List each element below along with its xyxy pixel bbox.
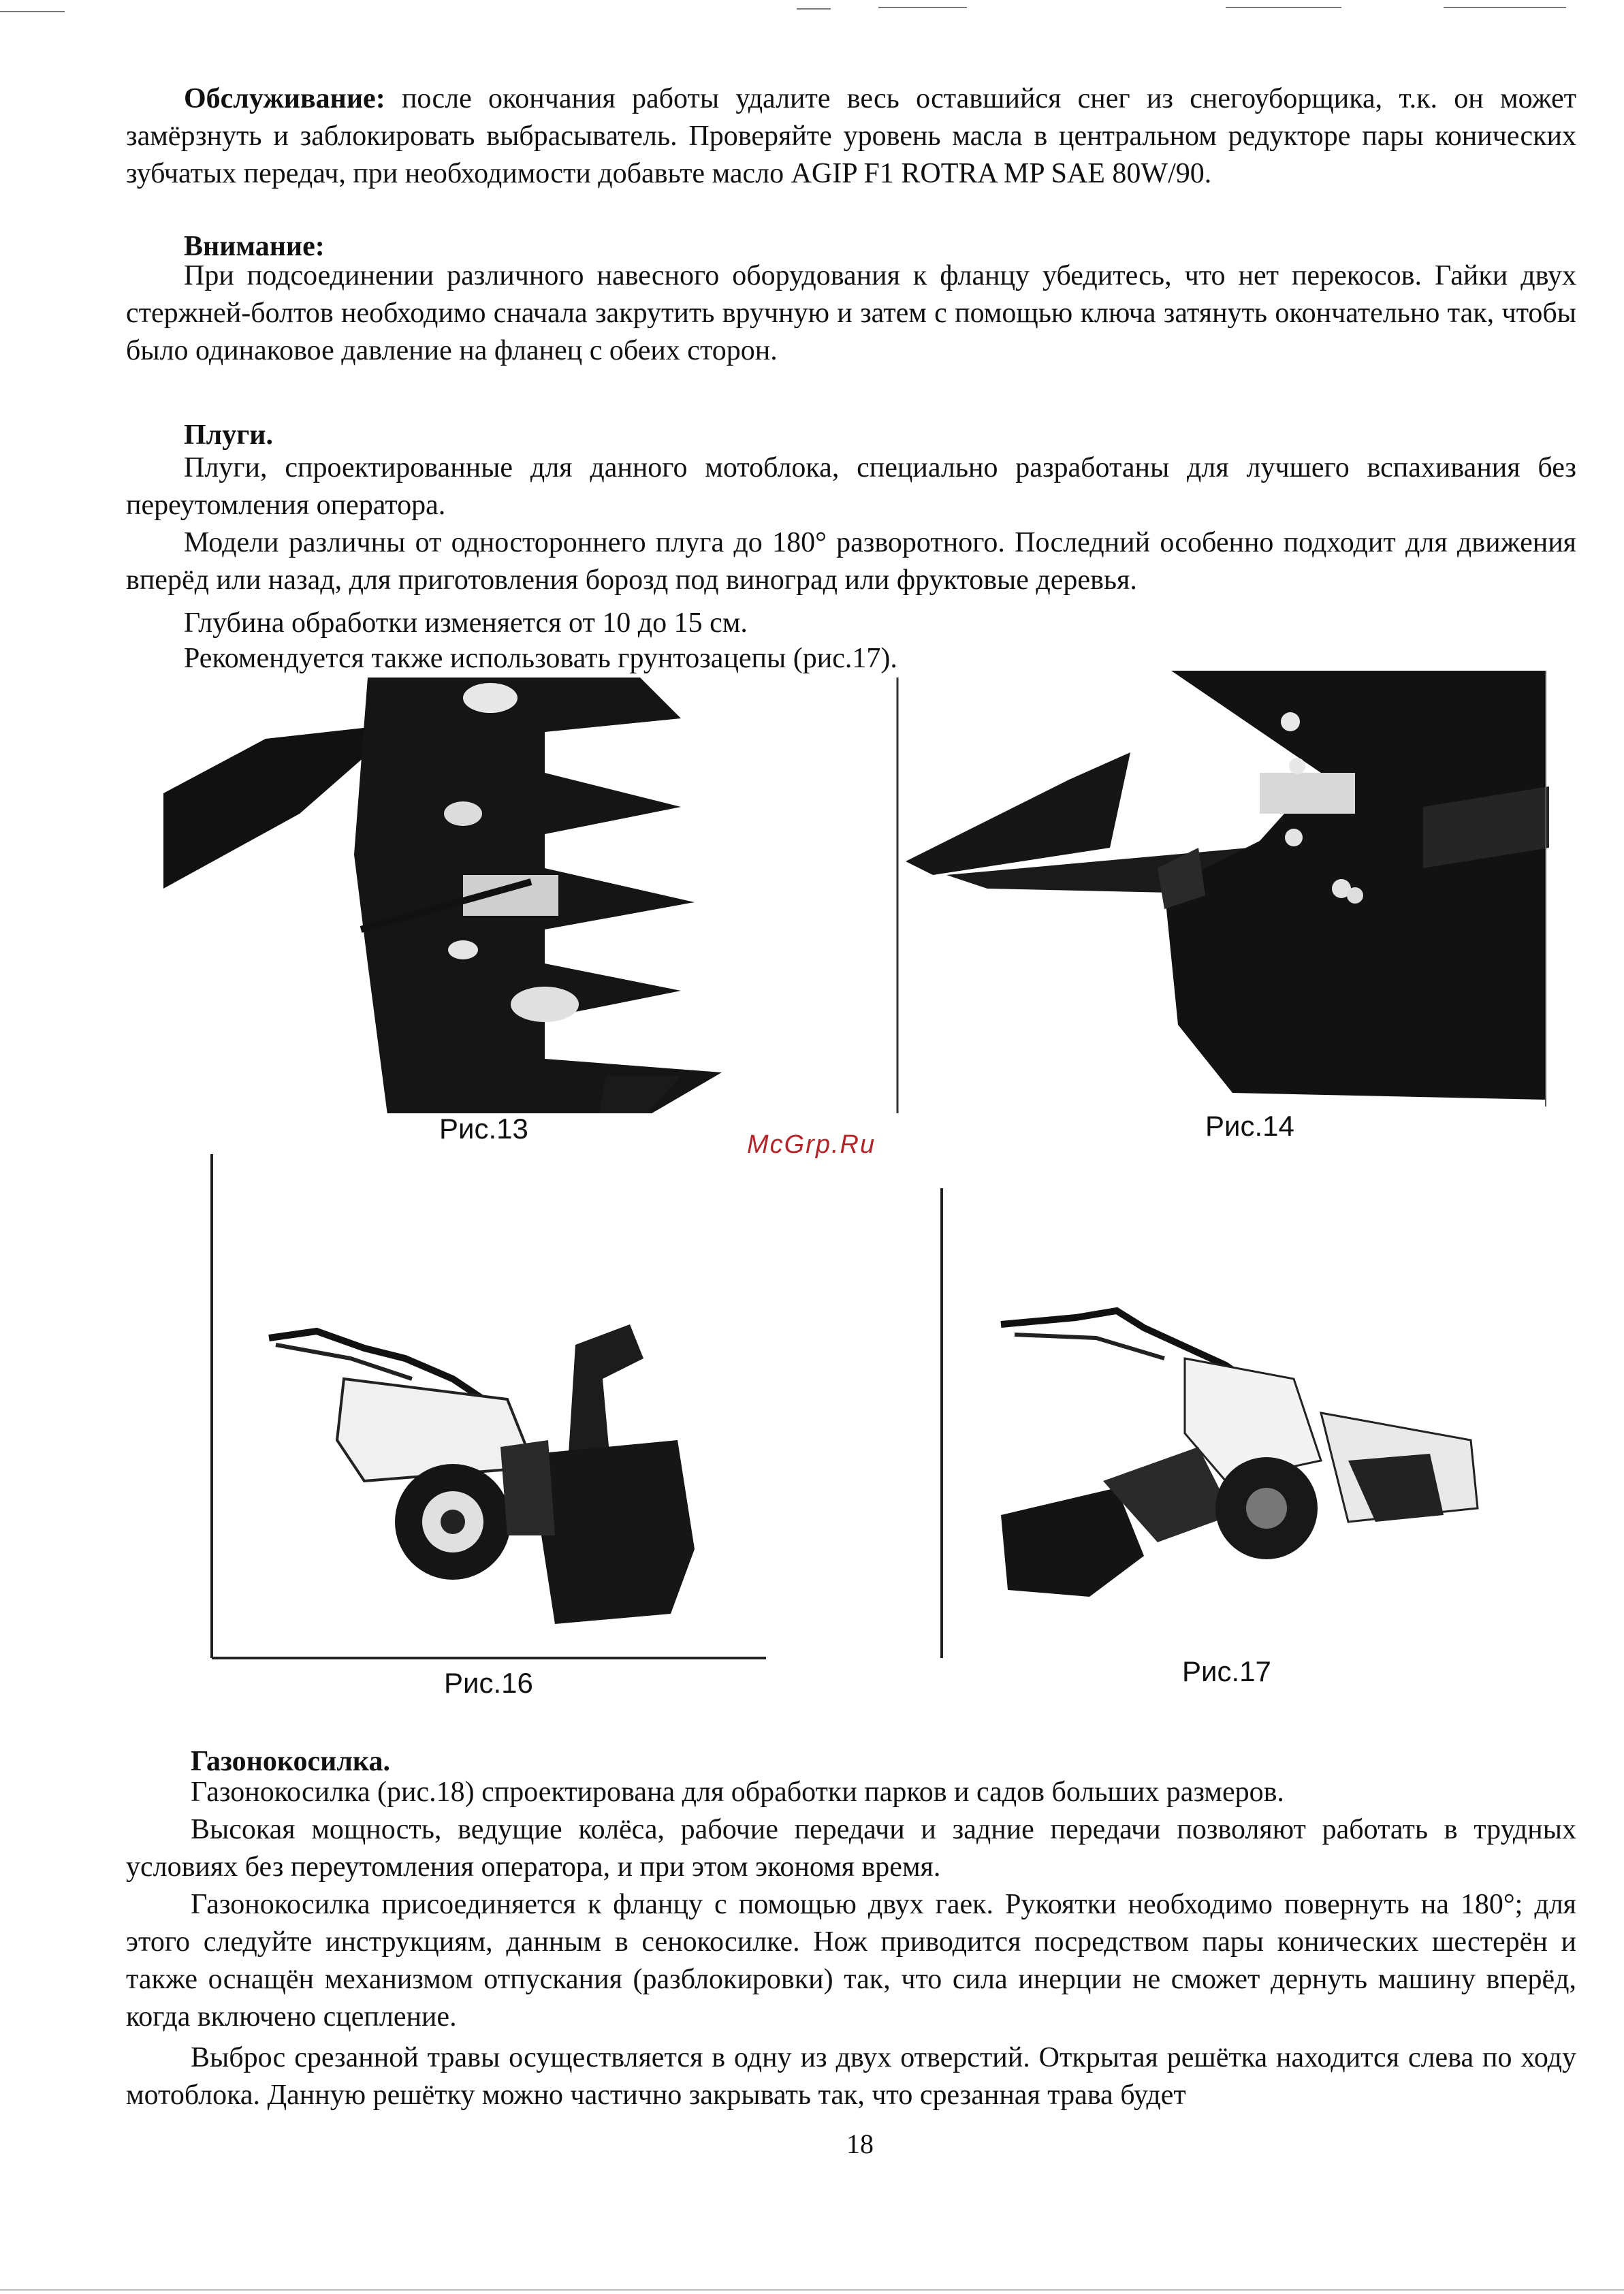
ploughs-paragraph-3	[126, 605, 1576, 642]
scan-artifact	[797, 8, 831, 10]
ploughs-paragraph-1	[126, 449, 1576, 524]
figure-16-caption: Рис.16	[444, 1667, 533, 1699]
mower-heading: Газонокосилка.	[191, 1746, 390, 1777]
figure-17-tractor-plough	[940, 1188, 1556, 1658]
figure-13-caption: Рис.13	[439, 1113, 528, 1145]
scan-artifact	[878, 7, 967, 8]
ploughs-heading-line	[126, 417, 1576, 454]
mower-paragraph-4	[126, 2039, 1576, 2114]
attention-paragraph	[126, 257, 1576, 370]
ploughs-p2-text: Модели различны от одностороннего плуга до 180° разворотного. Последний особенно подходит для движения вперёд или назад, для приготовления борозд под виноград или фруктовые деревья.	[126, 527, 1576, 596]
attention-text: При подсоединении различного навесного оборудования к фланцу убедитесь, что нет перекосов. Гайки двух стержней-болтов необходимо сначала закрутить вручную и затем с помощью ключа затянуть окончательно так, чтобы было одинаковое давление на фланец с обеих сторон.	[126, 260, 1576, 366]
mower-paragraph-1	[126, 1774, 1576, 1811]
scan-artifact	[1226, 7, 1341, 8]
mower-paragraph-2	[126, 1811, 1576, 1886]
scan-artifact	[0, 11, 65, 12]
figure-16-snowblower	[208, 1154, 773, 1665]
page-number: 18	[846, 2129, 874, 2159]
mower-p1-text: Газонокосилка (рис.18) спроектирована для обработки парков и садов больших размеров.	[191, 1777, 1284, 1808]
watermark: McGrp.Ru	[747, 1130, 876, 1159]
ploughs-p3-text: Глубина обработки изменяется от 10 до 15 см.	[184, 607, 748, 639]
attention-label: Внимание:	[184, 231, 325, 262]
maintenance-label: Обслуживание:	[184, 83, 385, 114]
mower-paragraph-3	[126, 1886, 1576, 2036]
scan-artifact	[0, 2289, 1624, 2291]
figure-17-caption: Рис.17	[1182, 1655, 1271, 1687]
mower-p4-text: Выброс срезанной травы осуществляется в одну из двух отверстий. Открытая решётка находится слева по ходу мотоблока. Данную решётку можно частично закрывать так, что срезанная трава будет	[126, 2042, 1576, 2111]
ploughs-heading: Плуги.	[184, 419, 274, 451]
figure-14-plough	[906, 671, 1549, 1106]
ploughs-paragraph-2	[126, 524, 1576, 599]
scan-artifact	[1444, 7, 1566, 8]
figure-13-plough	[163, 678, 899, 1113]
figure-14-caption: Рис.14	[1205, 1110, 1294, 1142]
ploughs-p4-text: Рекомендуется также использовать грунтозацепы (рис.17).	[184, 643, 897, 674]
mower-p2-text: Высокая мощность, ведущие колёса, рабочие передачи и задние передачи позволяют работать в трудных условиях без переутомления оператора, и при этом экономя время.	[126, 1814, 1576, 1883]
mower-p3-text: Газонокосилка присоединяется к фланцу с помощью двух гаек. Рукоятки необходимо повернуть на 180°; для этого следуйте инструкциям, данным в сенокосилке. Нож приводится посредством пары конических шестерён и также оснащён механизмом отпускания (разблокировки) так, что сила инерции не сможет дернуть машину вперёд, когда включено сцепление.	[126, 1889, 1576, 2033]
maintenance-text: после окончания работы удалите весь оставшийся снег из снегоуборщика, т.к. он может замёрзнуть и заблокировать выбрасыватель. Проверяйте уровень масла в центральном редукторе пары конических зубчатых передач, при необходимости добавьте масло AGIP F1 ROTRA MP SAE 80W/90.	[126, 83, 1576, 189]
maintenance-paragraph	[126, 80, 1576, 193]
ploughs-p1-text: Плуги, спроектированные для данного мотоблока, специально разработаны для лучшего вспахивания без переутомления оператора.	[126, 452, 1576, 521]
